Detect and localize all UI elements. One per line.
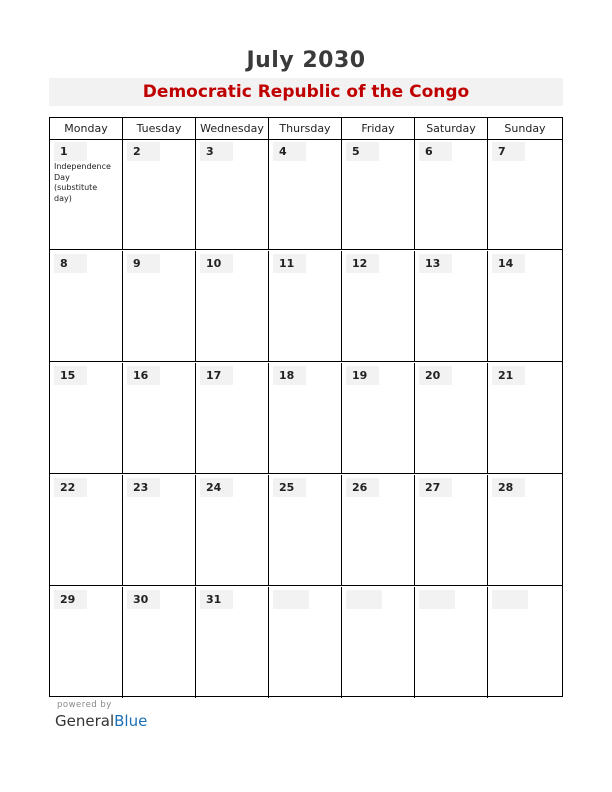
day-cell [195, 139, 268, 250]
day-number-empty [273, 590, 309, 609]
powered-by-text: powered by [57, 700, 112, 710]
day-number: 24 [200, 478, 233, 497]
day-cell [341, 139, 414, 250]
day-cell [487, 139, 562, 250]
weekday-sunday: Sunday [487, 118, 562, 139]
day-cell [50, 475, 122, 586]
day-cell [122, 139, 195, 250]
day-number: 4 [273, 142, 306, 161]
day-cell [122, 363, 195, 474]
weekday-header-row [50, 118, 562, 140]
calendar-grid [49, 117, 563, 697]
day-number: 18 [273, 366, 306, 385]
weekday-tuesday: Tuesday [122, 118, 195, 139]
day-number: 13 [419, 254, 452, 273]
holiday-line: Day [54, 172, 70, 182]
weekday-wednesday: Wednesday [195, 118, 268, 139]
day-cell [414, 251, 487, 362]
weekday-saturday: Saturday [414, 118, 487, 139]
day-cell [487, 475, 562, 586]
day-cell [195, 251, 268, 362]
day-cell [341, 363, 414, 474]
day-number: 6 [419, 142, 452, 161]
day-cell [122, 587, 195, 698]
day-cell [50, 139, 122, 250]
day-cell [487, 251, 562, 362]
day-number: 12 [346, 254, 379, 273]
day-number: 26 [346, 478, 379, 497]
day-number: 2 [127, 142, 160, 161]
holiday-line: day) [54, 193, 72, 203]
day-number: 8 [54, 254, 87, 273]
day-number: 1 [54, 142, 87, 161]
day-number: 23 [127, 478, 160, 497]
day-number: 22 [54, 478, 87, 497]
day-number: 15 [54, 366, 87, 385]
holiday-line: Independence [54, 162, 111, 171]
day-number: 7 [492, 142, 525, 161]
day-cell-empty [414, 587, 487, 698]
day-number: 30 [127, 590, 160, 609]
week-row-5 [50, 587, 562, 698]
day-cell [414, 139, 487, 250]
holiday-line: (substitute [54, 183, 98, 192]
day-number: 28 [492, 478, 525, 497]
weekday-friday: Friday [341, 118, 414, 139]
day-number-empty [419, 590, 455, 609]
day-cell [195, 587, 268, 698]
day-cell [268, 475, 341, 586]
day-cell [195, 363, 268, 474]
day-cell [50, 363, 122, 474]
day-cell [268, 251, 341, 362]
week-row-1 [50, 139, 562, 250]
brand-general: General [55, 712, 115, 730]
day-cell [50, 251, 122, 362]
calendar-title: July 2030 [246, 48, 366, 73]
day-number: 31 [200, 590, 233, 609]
day-cell [195, 475, 268, 586]
country-name: Democratic Republic of the Congo [49, 78, 563, 106]
day-number: 16 [127, 366, 160, 385]
day-cell [122, 475, 195, 586]
day-cell [414, 475, 487, 586]
day-cell-empty [268, 587, 341, 698]
day-number: 5 [346, 142, 379, 161]
day-number: 25 [273, 478, 306, 497]
day-cell [268, 139, 341, 250]
day-number: 9 [127, 254, 160, 273]
weekday-thursday: Thursday [268, 118, 341, 139]
week-row-3 [50, 363, 562, 474]
day-number: 14 [492, 254, 525, 273]
week-row-4 [50, 475, 562, 586]
day-cell [414, 363, 487, 474]
day-number: 3 [200, 142, 233, 161]
day-number: 21 [492, 366, 525, 385]
weekday-monday: Monday [64, 122, 108, 135]
day-number-empty [492, 590, 528, 609]
day-number: 17 [200, 366, 233, 385]
day-cell [341, 251, 414, 362]
day-cell [341, 475, 414, 586]
day-cell [487, 363, 562, 474]
day-number: 29 [54, 590, 87, 609]
brand-blue: Blue [114, 712, 148, 730]
day-number: 10 [200, 254, 233, 273]
week-row-2 [50, 251, 562, 362]
holiday-label [54, 162, 120, 204]
day-cell-empty [341, 587, 414, 698]
day-number: 19 [346, 366, 379, 385]
day-cell [50, 587, 122, 698]
day-cell [122, 251, 195, 362]
day-number: 20 [419, 366, 452, 385]
brand-logo[interactable] [55, 712, 147, 730]
day-cell [268, 363, 341, 474]
day-number-empty [346, 590, 382, 609]
day-number: 11 [273, 254, 306, 273]
day-number: 27 [419, 478, 452, 497]
day-cell-empty [487, 587, 562, 698]
